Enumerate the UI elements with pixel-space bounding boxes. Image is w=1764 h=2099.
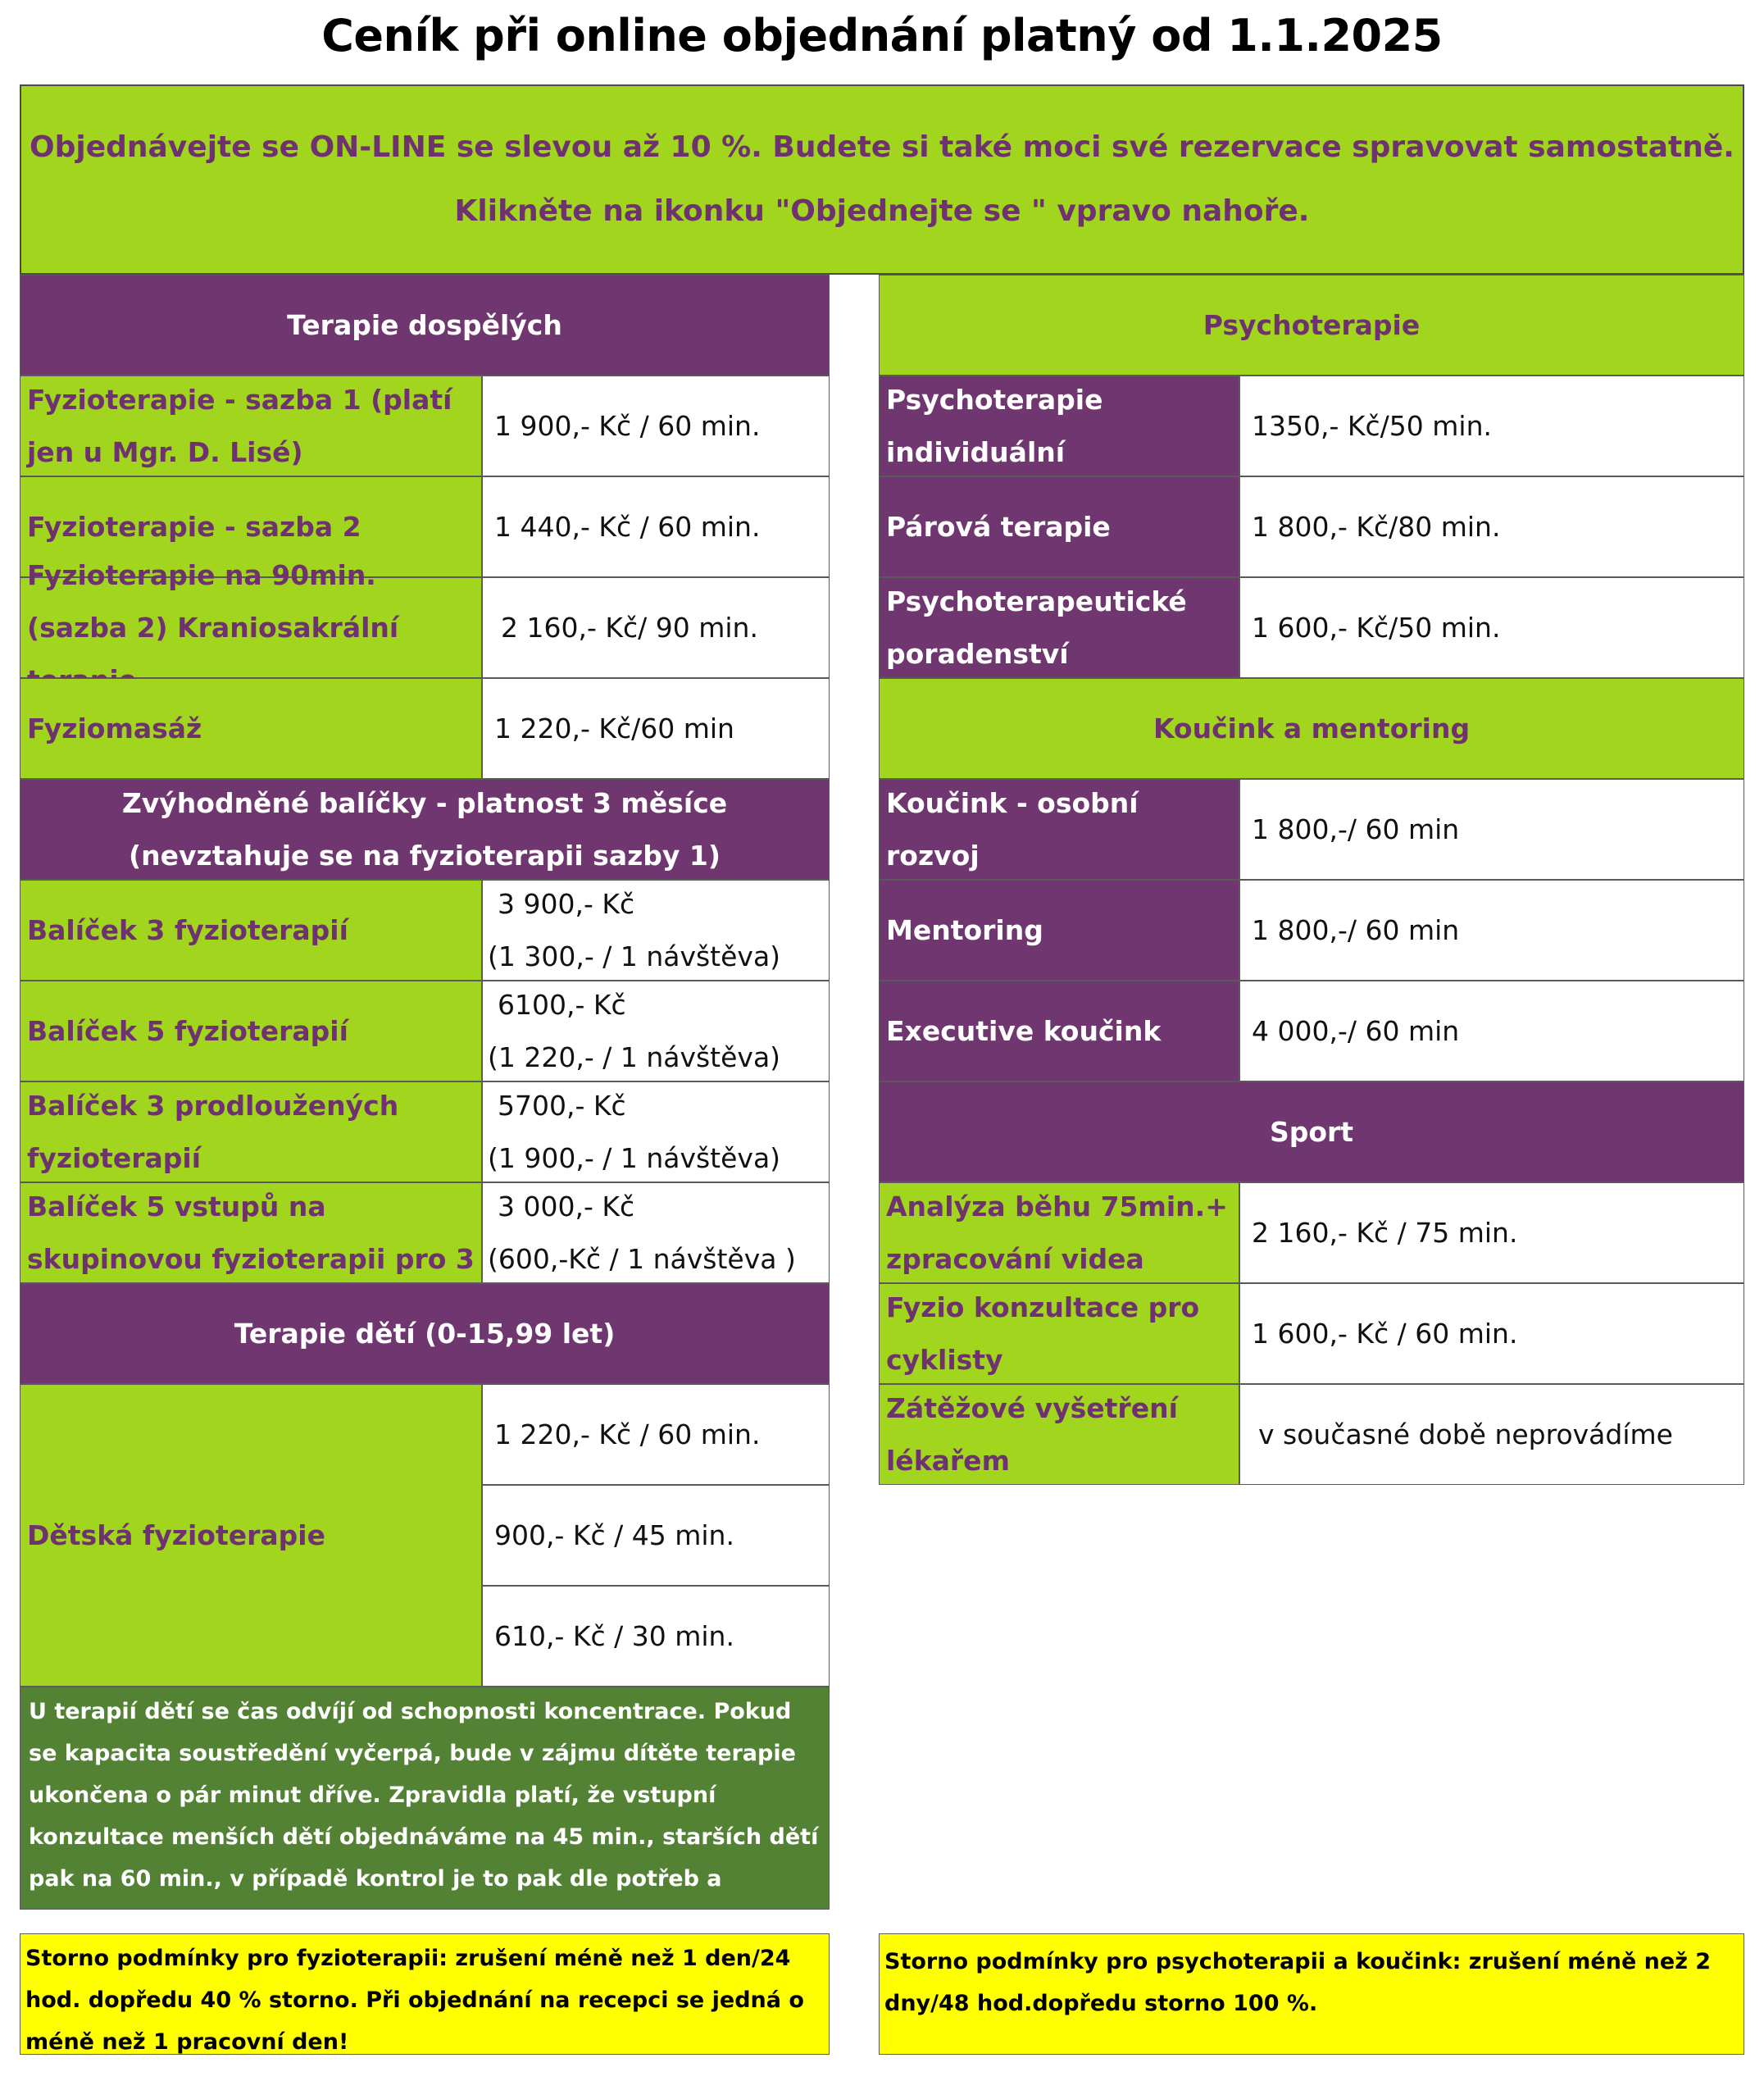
adults-header [20, 275, 830, 376]
package-row-label [20, 1182, 482, 1283]
children-note-text: U terapií dětí se čas odvíjí od schopnosti koncentrace. Pokud se kapacita soustředění vyčerpá, bude v zájmu dítěte terapie ukončena o pár minut dříve. Zpravidla platí, že vstupní konzultace menších dětí objednáváme na 45 min., starších dětí pak na 60 min., v případě kontrol je to pak dle potřeb a domluvy s fyzioterapeutem. [29, 1699, 819, 1933]
storno-psycho-text: Storno podmínky pro psychoterapii a koučink: zrušení méně než 2 dny/48 hod.dopředu storno 100 %. [884, 1949, 1712, 2016]
package-price: 3 000,- Kč [498, 1190, 635, 1223]
row-label-text: Balíček 5 vstupů na skupinovou fyzioterapii pro 3 [27, 1190, 475, 1275]
table-row-label [879, 880, 1239, 981]
package-row-value [482, 981, 830, 1081]
banner-line-1: Objednávejte se ON-LINE se slevou až 10 %. Budete si také moci své rezervace spravovat samostatně. [29, 130, 1734, 164]
storno-psycho [879, 1933, 1744, 2055]
row-label-text: Fyzioterapie na 90min. (sazba 2) Kraniosakrální [27, 558, 399, 644]
package-price: 5700,- Kč [498, 1089, 626, 1122]
row-label-text: Balíček 3 prodloužených fyzioterapií [27, 1089, 399, 1174]
children-value [482, 1384, 830, 1485]
packages-header-line-1: Zvýhodněné balíčky - platnost 3 měsíce [121, 786, 728, 819]
row-value-text: 4 000,-/ 60 min [1252, 1014, 1460, 1047]
package-per-visit: (1 300,- / 1 návštěva) [488, 940, 781, 972]
row-label-text: Zátěžové vyšetření lékařem [886, 1391, 1178, 1477]
table-row-value [1239, 880, 1744, 981]
row-label-text: Párová terapie [886, 510, 1111, 543]
table-row-label [879, 476, 1239, 577]
storno-physio [20, 1933, 830, 2055]
sport-header [879, 1081, 1744, 1182]
row-value-text: 1 600,- Kč / 60 min. [1252, 1317, 1518, 1350]
package-row-value [482, 1081, 830, 1182]
table-row-label [879, 981, 1239, 1081]
row-value-text: 1 800,- Kč/80 min. [1252, 510, 1501, 543]
package-row-label [20, 1081, 482, 1182]
table-row-label [879, 1283, 1239, 1384]
row-value-text: 1 600,- Kč/50 min. [1252, 611, 1501, 644]
psycho-header [879, 275, 1744, 376]
psycho-header-label: Psychoterapie [1203, 308, 1421, 341]
table-row-label [879, 1384, 1239, 1485]
row-label-text: Balíček 3 fyzioterapií [27, 913, 348, 946]
sport-header-label: Sport [1269, 1115, 1354, 1148]
table-row-value [1239, 577, 1744, 678]
row-value-text: 2 160,- Kč / 75 min. [1252, 1216, 1518, 1249]
table-row-value [1239, 1384, 1744, 1485]
row-value-text: 2 160,- Kč/ 90 min. [501, 611, 758, 644]
table-row-value [1239, 1182, 1744, 1283]
row-label-text: Fyzio konzultace pro cyklisty [886, 1291, 1200, 1376]
row-value-text: 1 800,-/ 60 min [1252, 913, 1460, 946]
adults-header-label: Terapie dospělých [287, 308, 562, 341]
storno-physio-text: Storno podmínky pro fyzioterapii: zrušení méně než 1 den/24 hod. dopředu 40 % storno. Při objednání na recepci se jedná o méně než 1 pracovní den! [25, 1946, 804, 2055]
row-label-text: Koučink - osobní rozvoj [886, 786, 1139, 872]
row-label-text: Psychoterapeutické poradenství [886, 585, 1187, 670]
row-label-text: Balíček 5 fyzioterapií [27, 1014, 348, 1047]
row-label-text: Dětská fyzioterapie [27, 1518, 325, 1551]
table-row-label [879, 577, 1239, 678]
table-row-value [482, 577, 830, 678]
children-header [20, 1283, 830, 1384]
children-value [482, 1485, 830, 1586]
packages-header-line-2: (nevztahuje se na fyzioterapii sazby 1) [129, 839, 721, 872]
row-value-text: 1 220,- Kč/60 min [494, 712, 734, 744]
row-label-text: Executive koučink [886, 1014, 1162, 1047]
row-value-text: 1 900,- Kč / 60 min. [494, 409, 761, 442]
package-price: 6100,- Kč [498, 988, 626, 1021]
row-label-text: Mentoring [886, 913, 1043, 946]
children-value [482, 1586, 830, 1687]
row-value-text: 1 800,-/ 60 min [1252, 813, 1460, 845]
row-value-text: 1 220,- Kč / 60 min. [494, 1418, 761, 1450]
children-label [20, 1384, 482, 1687]
table-row-label [20, 558, 482, 678]
row-label-text: Analýza běhu 75min.+ zpracování videa [886, 1190, 1228, 1275]
table-row-value [482, 376, 830, 476]
table-row-label [879, 376, 1239, 476]
table-row-value [1239, 981, 1744, 1081]
package-per-visit: (600,-Kč / 1 návštěva ) [488, 1242, 796, 1275]
table-row-value [482, 678, 830, 779]
banner-line-2: Klikněte na ikonku "Objednejte se " vpravo nahoře. [454, 194, 1310, 228]
package-row-label [20, 981, 482, 1081]
table-row-label [879, 1182, 1239, 1283]
coaching-header [879, 678, 1744, 779]
children-note [20, 1687, 830, 1933]
packages-header [20, 779, 830, 880]
page-title: Ceník při online objednání platný od 1.1.2025 [321, 10, 1443, 61]
children-header-label: Terapie dětí (0-15,99 let) [234, 1317, 616, 1350]
table-row-label [20, 376, 482, 476]
package-per-visit: (1 900,- / 1 návštěva) [488, 1141, 781, 1174]
table-row-value [1239, 476, 1744, 577]
row-label-text: Psychoterapie individuální [886, 383, 1103, 468]
table-row-value [482, 476, 830, 577]
package-per-visit: (1 220,- / 1 návštěva) [488, 1040, 781, 1073]
table-row-label [20, 678, 482, 779]
table-row-value [1239, 376, 1744, 476]
row-value-text: 1350,- Kč/50 min. [1252, 409, 1492, 442]
table-row-value [1239, 1283, 1744, 1384]
row-label-text: Fyzioterapie - sazba 1 (platí jen u Mgr. D. Lisé) [27, 383, 452, 468]
package-row-label [20, 880, 482, 981]
row-value-text: v současné době neprovádíme [1258, 1418, 1673, 1450]
package-price: 3 900,- Kč [498, 887, 635, 920]
table-row-label [879, 779, 1239, 880]
row-value-text: 610,- Kč / 30 min. [494, 1619, 734, 1652]
row-value-text: 1 440,- Kč / 60 min. [494, 510, 761, 543]
package-row-value [482, 1182, 830, 1283]
row-label-text: Fyziomasáž [27, 712, 202, 744]
package-row-value [482, 880, 830, 981]
online-booking-banner [20, 84, 1744, 275]
coaching-header-label: Koučink a mentoring [1153, 712, 1471, 744]
row-label-text: Fyzioterapie - sazba 2 [27, 510, 361, 543]
row-value-text: 900,- Kč / 45 min. [494, 1518, 734, 1551]
table-row-value [1239, 779, 1744, 880]
